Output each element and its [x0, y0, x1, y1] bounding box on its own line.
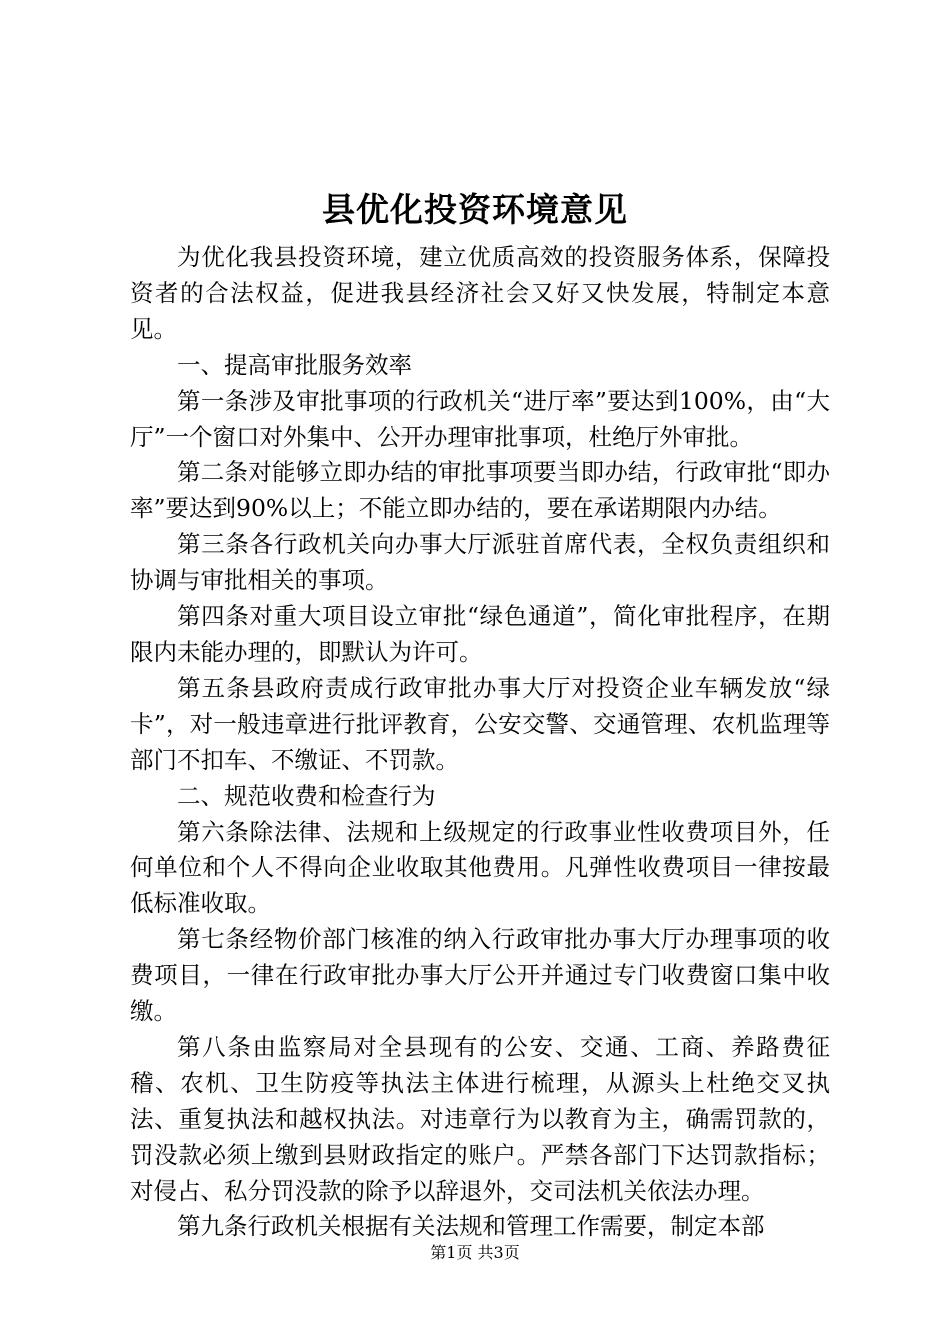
article-1: 第一条涉及审批事项的行政机关“进厅率”要达到100%，由“大厅”一个窗口对外集中、公开办理审批事项，杜绝厅外审批。 [130, 386, 830, 451]
article-4: 第四条对重大项目设立审批“绿色通道”，简化审批程序，在期限内未能办理的，即默认为许可。 [130, 602, 830, 666]
article-9: 第九条行政机关根据有关法规和管理工作需要，制定本部 [177, 1212, 765, 1241]
article-5: 第五条县政府责成行政审批办事大厅对投资企业车辆发放“绿卡”，对一般违章进行批评教育，公安交警、交通管理、农机监理等部门不扣车、不缴证、不罚款。 [130, 673, 830, 774]
section-heading-1: 一、提高审批服务效率 [177, 350, 412, 379]
article-3: 第三条各行政机关向办事大厅派驻首席代表，全权负责组织和协调与审批相关的事项。 [130, 530, 830, 595]
document-body [130, 240, 830, 1245]
article-6: 第六条除法律、法规和上级规定的行政事业性收费项目外，任何单位和个人不得向企业收取其他费用。凡弹性收费项目一律按最低标准收取。 [130, 817, 830, 918]
article-2: 第二条对能够立即办结的审批事项要当即办结，行政审批“即办率”要达到90%以上；不能立即办结的，要在承诺期限内办结。 [130, 458, 830, 523]
section-heading-2: 二、规范收费和检查行为 [177, 781, 436, 810]
page-footer: 第1页 共3页 [430, 1243, 520, 1262]
intro-paragraph: 为优化我县投资环境，建立优质高效的投资服务体系，保障投资者的合法权益，促进我县经济社会又好又快发展，特制定本意见。 [130, 243, 830, 343]
document-title: 县优化投资环境意见 [322, 190, 628, 229]
article-7: 第七条经物价部门核准的纳入行政审批办事大厅办理事项的收费项目，一律在行政审批办事大厅公开并通过专门收费窗口集中收缴。 [130, 925, 830, 1026]
article-8: 第八条由监察局对全县现有的公安、交通、工商、养路费征稽、农机、卫生防疫等执法主体进行梳理，从源头上杜绝交叉执法、重复执法和越权执法。对违章行为以教育为主，确需罚款的，罚没款必须上缴到县财政指定的账户。严禁各部门下达罚款指标；对侵占、私分罚没款的除予以辞退外，交司法机关依法办理。 [130, 1032, 830, 1205]
